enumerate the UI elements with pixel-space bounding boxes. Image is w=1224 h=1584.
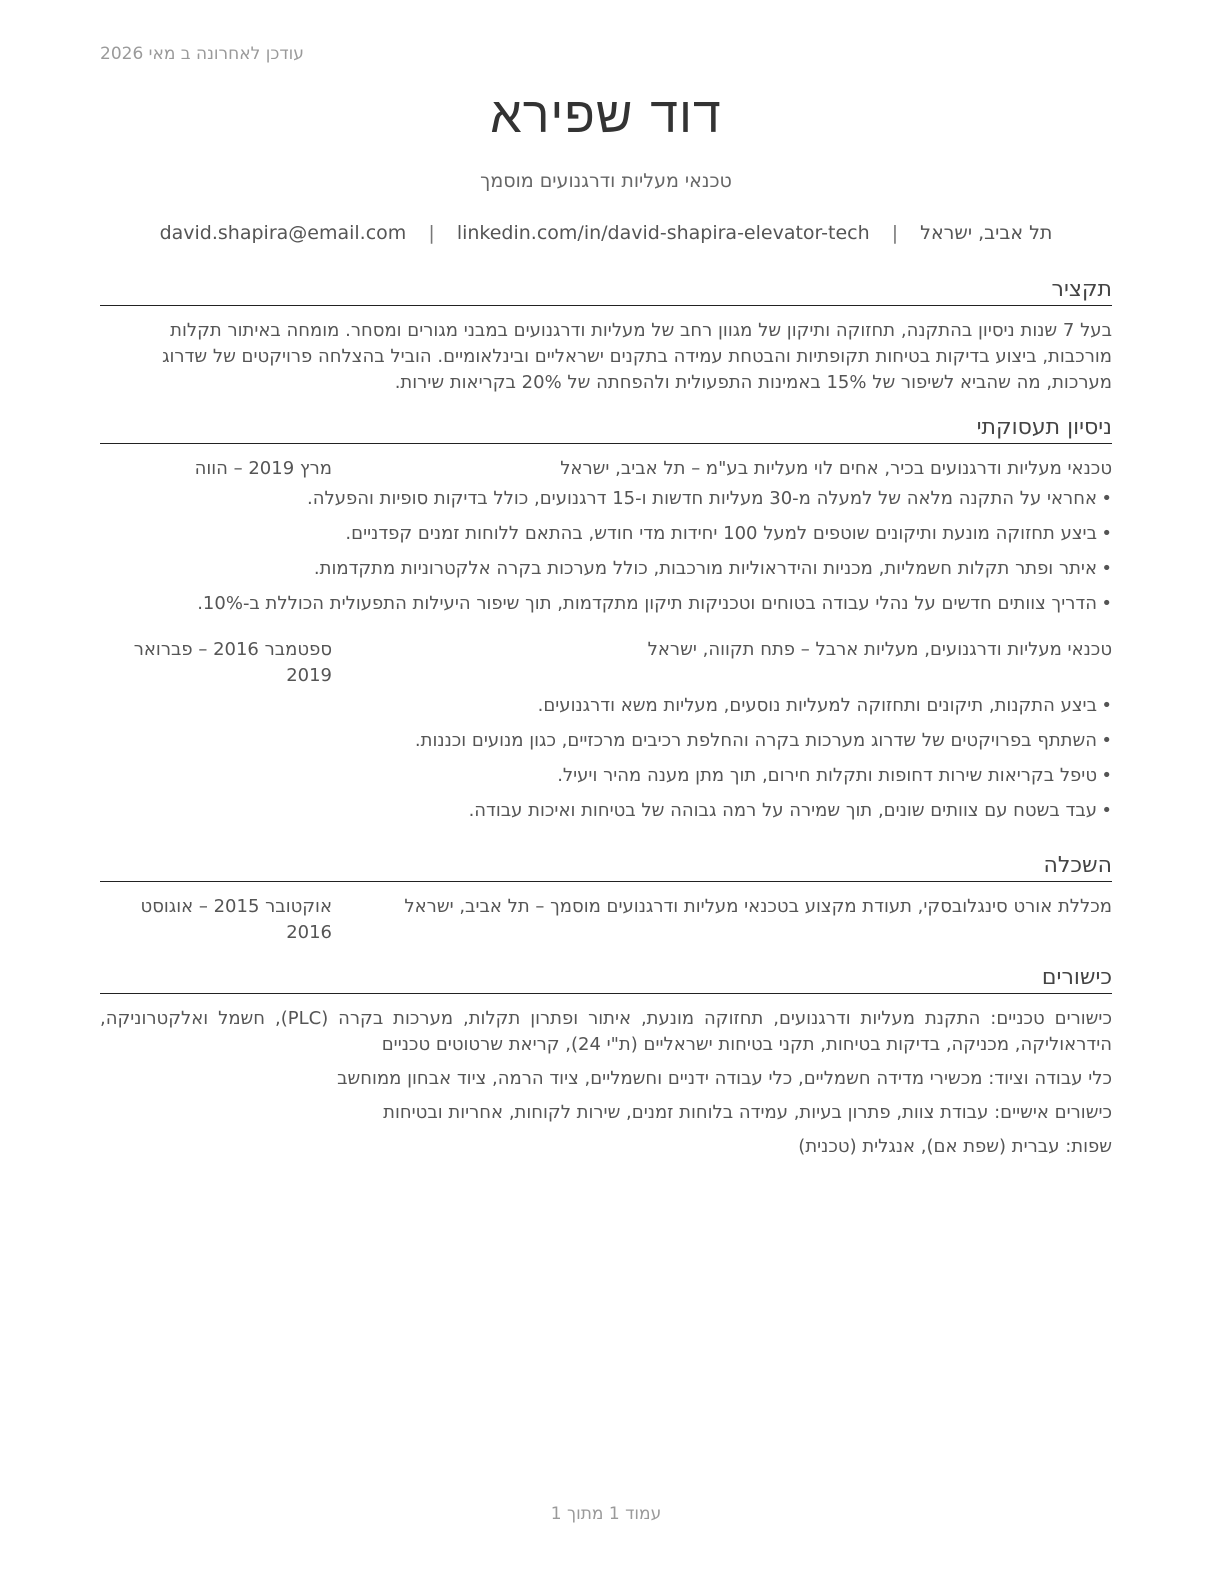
contact-separator: | xyxy=(428,222,435,244)
contact-location: תל אביב, ישראל xyxy=(920,222,1053,244)
list-item: • עבד בשטח עם צוותים שונים, תוך שמירה על רמה גבוהה של בטיחות ואיכות עבודה. xyxy=(100,798,1097,824)
education-text: מכללת אורט סינגלובסקי, תעודת מקצוע בטכנאי מעליות ודרגנועים מוסמך – תל אביב, ישראל xyxy=(404,896,1112,917)
skills-technical: כישורים טכניים: התקנת מעליות ודרגנועים, תחזוקה מונעת, איתור ופתרון תקלות, מערכות בקרה (PLC), חשמל ואלקטרוניקה, הידראוליקה, מכניקה, בדיקות בטיחות, תקני בטיחות ישראליים (ת"י 24), קריאת שרטוטים טכניים xyxy=(100,1008,1112,1055)
section-heading-skills: כישורים xyxy=(100,964,1112,994)
list-item: • הדריך צוותים חדשים על נהלי עבודה בטוחים וטכניקות תיקון מתקדמות, תוך שיפור היעילות התפעולית הכוללת ב-10%. xyxy=(100,591,1097,617)
summary-text: בעל 7 שנות ניסיון בהתקנה, תחזוקה ותיקון של מגוון רחב של מעליות ודרגנועים במבני מגורים ומסחר. מומחה באיתור תקלות מורכבות, ביצוע בדיקות בטיחות תקופתיות והבטחת עמידה בתקנים ישראליים ובינלאומיים. הוביל בהצלחה פרויקטים של שדרוג מערכות, מה שהביא לשיפור של 15% באמינות התפעולית ולהפחתה של 20% בקריאות שירות. xyxy=(162,320,1112,393)
skills-section xyxy=(100,964,1112,1160)
job-entry xyxy=(100,456,1112,617)
job-bullets xyxy=(100,693,1112,824)
summary-section xyxy=(100,276,1112,396)
candidate-name: דוד שפירא xyxy=(490,86,722,144)
professional-title: טכנאי מעליות ודרגנועים מוסמך xyxy=(480,170,732,192)
section-heading-education: השכלה xyxy=(100,852,1112,882)
list-item: • השתתף בפרויקטים של שדרוג מערכות בקרה והחלפת רכיבים מרכזיים, כגון מנועים וכננות. xyxy=(100,728,1097,754)
contact-linkedin[interactable]: linkedin.com/in/david-shapira-elevator-tech xyxy=(456,222,870,244)
job-role: טכנאי מעליות ודרגנועים בכיר, אחים לוי מעליות בע"מ – תל אביב, ישראל xyxy=(560,458,1112,479)
experience-section xyxy=(100,414,1112,833)
education-entry xyxy=(100,894,1112,946)
list-item: • ביצע תחזוקה מונעת ותיקונים שוטפים למעל 100 יחידות מדי חודש, בהתאם ללוחות זמנים קפדניים. xyxy=(100,521,1097,547)
list-item: • ביצע התקנות, תיקונים ותחזוקה למעליות נוסעים, מעליות משא ודרגנועים. xyxy=(100,693,1097,719)
contact-line xyxy=(100,222,1112,244)
resume-page xyxy=(100,0,1112,1584)
skills-tools: כלי עבודה וציוד: מכשירי מדידה חשמליים, כלי עבודה ידניים וחשמליים, ציוד הרמה, ציוד אבחון ממוחשב xyxy=(337,1068,1112,1089)
job-entry xyxy=(100,637,1112,824)
education-section xyxy=(100,852,1112,946)
section-heading-summary: תקציר xyxy=(100,276,1112,306)
job-dates: ספטמבר 2016 – פברואר 2019 xyxy=(133,639,332,686)
list-item: • אחראי על התקנה מלאה של למעלה מ-30 מעליות חדשות ו-15 דרגנועים, כולל בדיקות סופיות והפעלה. xyxy=(100,486,1097,512)
last-updated: עודכן לאחרונה ב מאי 2026 xyxy=(100,44,304,64)
section-heading-experience: ניסיון תעסוקתי xyxy=(100,414,1112,444)
job-dates: מרץ 2019 – הווה xyxy=(194,458,332,479)
contact-separator: | xyxy=(891,222,899,244)
education-dates: אוקטובר 2015 – אוגוסט 2016 xyxy=(140,896,332,943)
contact-email[interactable]: david.shapira@email.com xyxy=(159,222,407,244)
job-role: טכנאי מעליות ודרגנועים, מעליות ארבל – פתח תקווה, ישראל xyxy=(647,639,1112,660)
list-item: • איתר ופתר תקלות חשמליות, מכניות והידראוליות מורכבות, כולל מערכות בקרה אלקטרוניות מתקדמות. xyxy=(100,556,1097,582)
page-number: עמוד 1 מתוך 1 xyxy=(550,1504,662,1524)
job-bullets xyxy=(100,486,1112,617)
skills-languages: שפות: עברית (שפת אם), אנגלית (טכנית) xyxy=(798,1136,1112,1157)
list-item: • טיפל בקריאות שירות דחופות ותקלות חירום, תוך מתן מענה מהיר ויעיל. xyxy=(100,763,1097,789)
skills-personal: כישורים אישיים: עבודת צוות, פתרון בעיות, עמידה בלוחות זמנים, שירות לקוחות, אחריות ובטיחות xyxy=(383,1102,1112,1123)
